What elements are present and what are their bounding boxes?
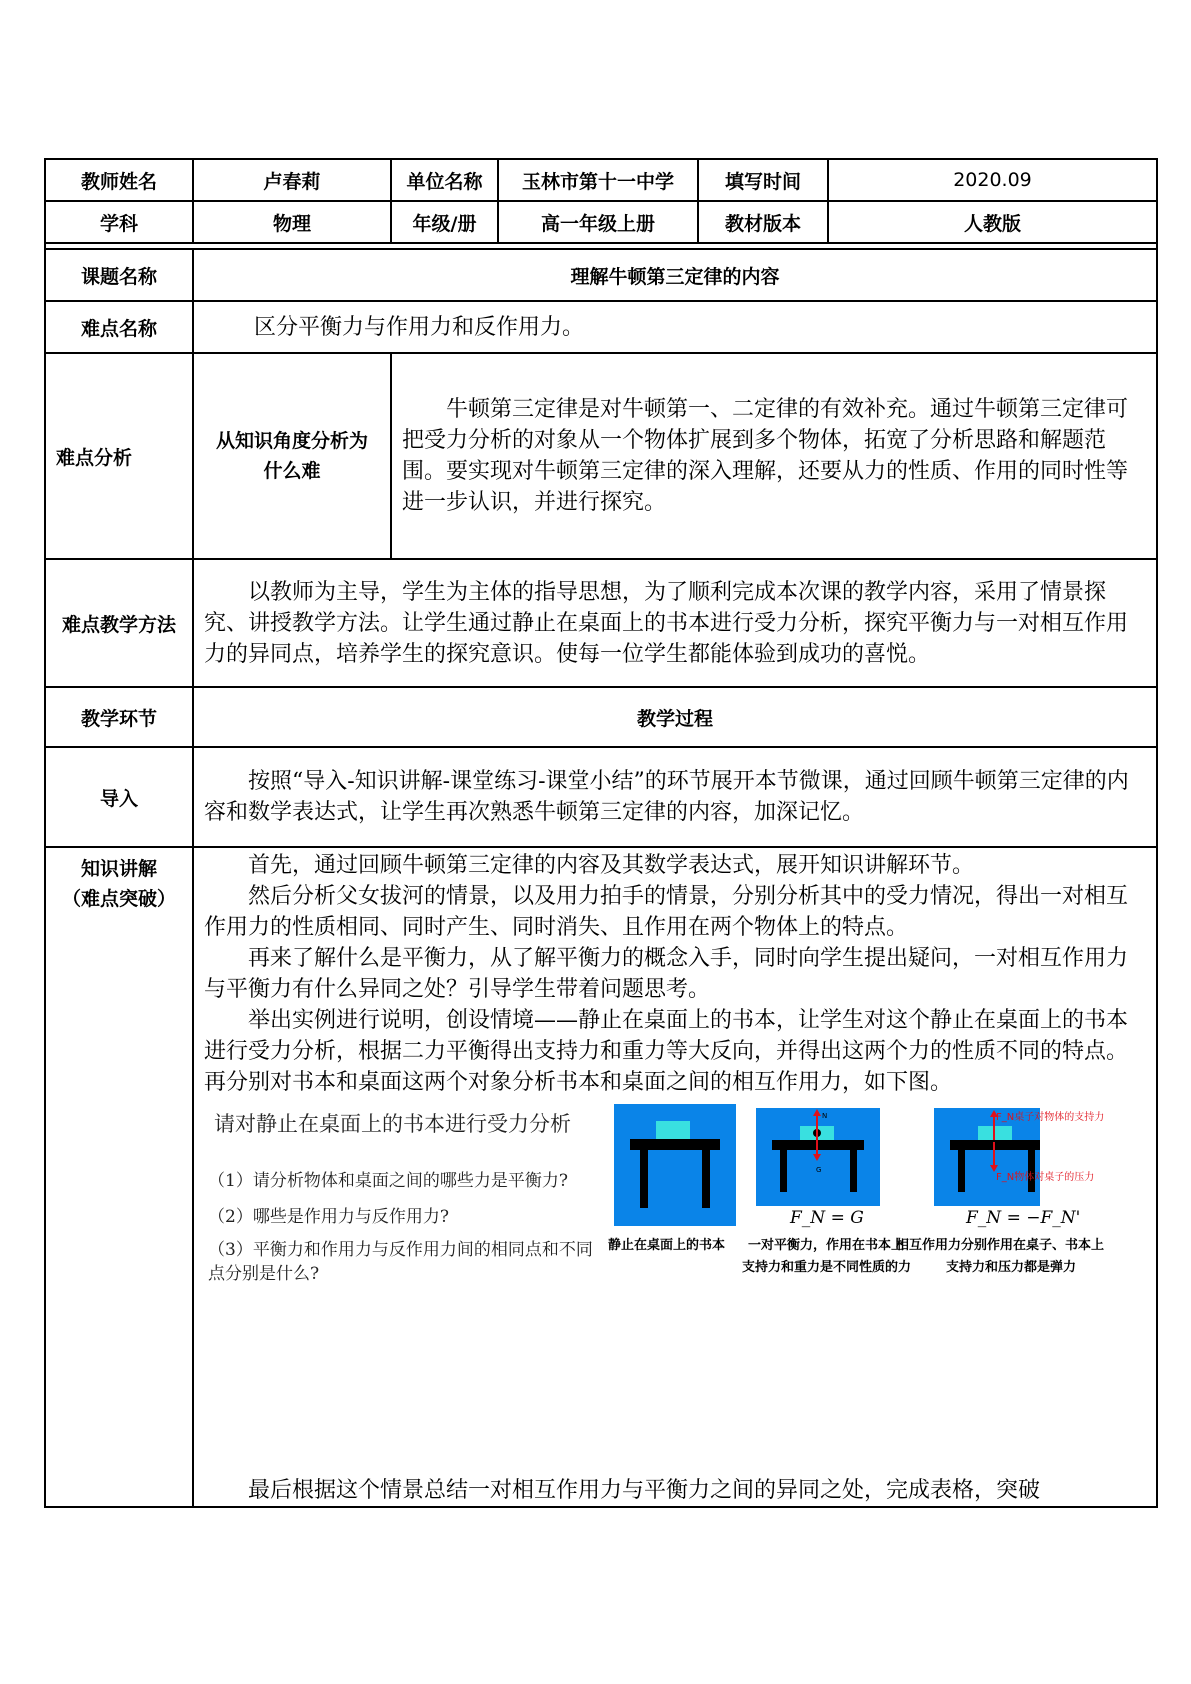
figure-question-2: （2）哪些是作用力与反作用力? (208, 1207, 449, 1227)
lecture-final-paragraph: 最后根据这个情景总结一对相互作用力与平衡力之间的异同之处，完成表格，突破 (248, 1478, 1041, 1503)
panel-static-book (614, 1104, 736, 1226)
panel-balanced-forces (756, 1108, 880, 1206)
panel1-caption: 静止在桌面上的书本 (608, 1238, 726, 1253)
process-label: 教学环节 (45, 687, 193, 747)
difficulty-label: 难点名称 (45, 301, 193, 353)
intro-text: 按照“导入-知识讲解-课堂练习-课堂小结”的环节展开本节微课，通过回顾牛顿第三定律的内容和数学表达式，让学生再次熟悉牛顿第三定律的内容，加深记忆。 (204, 769, 1129, 825)
panel3-caption-2: 支持力和压力都是弹力 (946, 1260, 1077, 1275)
intro-label: 导入 (45, 747, 193, 847)
analysis-row (45, 353, 1157, 559)
analysis-text: 牛顿第三定律是对牛顿第一、二定律的有效补充。通过牛顿第三定律可把受力分析的对象从一个物体扩展到多个物体，拓宽了分析思路和解题范围。要实现对牛顿第三定律的深入理解，还要从力的性质、作用的同时性等进一步认识，并进行探究。 (402, 397, 1129, 515)
subject-value: 物理 (193, 201, 391, 243)
lecture-content-cell (193, 847, 1157, 1507)
grade-label: 年级/册 (391, 201, 498, 243)
panel2-caption-1: 一对平衡力，作用在书本上 (748, 1238, 905, 1253)
method-label: 难点教学方法 (45, 559, 193, 687)
lecture-label-line2: （难点突破） (61, 888, 176, 910)
unit-value: 玉林市第十一中学 (498, 159, 698, 201)
panel3-caption-1: 相互作用力分别作用在桌子、书本上 (896, 1238, 1105, 1253)
method-text-cell (193, 559, 1157, 687)
figure-question-3: （3）平衡力和作用力与反作用力间的相同点和不同点分别是什么? (208, 1240, 593, 1284)
lecture-label-cell (45, 847, 193, 1507)
lecture-label-line1: 知识讲解 (80, 858, 157, 880)
process-value: 教学过程 (193, 687, 1157, 747)
topic-label: 课题名称 (45, 249, 193, 301)
lecture-paragraph-1: 首先，通过回顾牛顿第三定律的内容及其数学表达式，展开知识讲解环节。 (248, 853, 975, 878)
figure-question-1: （1）请分析物体和桌面之间的哪些力是平衡力? (208, 1171, 568, 1191)
analysis-label: 难点分析 (45, 353, 193, 559)
topic-value: 理解牛顿第三定律的内容 (193, 249, 1157, 301)
textbook-label: 教材版本 (698, 201, 828, 243)
teacher-label: 教师姓名 (45, 159, 193, 201)
analysis-sub-label: 从知识角度分析为什么难 (193, 353, 391, 559)
process-header-row (45, 687, 1157, 747)
method-text: 以教师为主导，学生为主体的指导思想，为了顺利完成本次课的教学内容，采用了情景探究、讲授教学方法。让学生通过静止在桌面上的书本进行受力分析，探究平衡力与一对相互作用力的异同点，培养学生的探究意识。使每一位学生都能体验到成功的喜悦。 (204, 579, 1129, 667)
date-label: 填写时间 (698, 159, 828, 201)
subject-label: 学科 (45, 201, 193, 243)
panel2-caption-2: 支持力和重力是不同性质的力 (742, 1260, 912, 1275)
lecture-paragraph-2: 然后分析父女拔河的情景，以及用力拍手的情景，分别分析其中的受力情况，得出一对相互作用力的性质相同、同时产生、同时消失、且作用在两个物体上的特点。 (204, 884, 1129, 940)
lesson-design-table (44, 158, 1158, 1508)
difficulty-row (45, 301, 1157, 353)
force-analysis-figure (204, 1104, 1124, 1294)
info-row-1 (45, 159, 1157, 201)
panel2-label-g: G (816, 1166, 822, 1174)
difficulty-value: 区分平衡力与作用力和反作用力。 (193, 301, 1157, 353)
grade-value: 高一年级上册 (498, 201, 698, 243)
panel3-label-bottom: F_N物体对桌子的压力 (996, 1172, 1095, 1183)
intro-text-cell (193, 747, 1157, 847)
panel2-equation: F_N = G (790, 1208, 864, 1228)
panel3-label-top: F_N桌子对物体的支持力 (996, 1112, 1105, 1123)
lecture-row (45, 847, 1157, 1507)
analysis-text-cell (391, 353, 1157, 559)
unit-label: 单位名称 (391, 159, 498, 201)
date-value: 2020.09 (828, 159, 1157, 201)
figure-question-title: 请对静止在桌面上的书本进行受力分析 (214, 1112, 571, 1136)
teacher-value: 卢春莉 (193, 159, 391, 201)
lecture-paragraph-3: 再来了解什么是平衡力，从了解平衡力的概念入手，同时向学生提出疑问，一对相互作用力与平衡力有什么异同之处？引导学生带着问题思考。 (204, 946, 1129, 1002)
topic-row (45, 249, 1157, 301)
lecture-paragraph-4: 举出实例进行说明，创设情境——静止在桌面上的书本，让学生对这个静止在桌面上的书本进行受力分析，根据二力平衡得出支持力和重力等大反向，并得出这两个力的性质不同的特点。再分别对书本和桌面这两个对象分析书本和桌面之间的相互作用力，如下图。 (204, 1008, 1129, 1095)
panel3-equation: F_N = −F_N' (966, 1208, 1081, 1228)
textbook-value: 人教版 (828, 201, 1157, 243)
intro-row (45, 747, 1157, 847)
info-row-2 (45, 201, 1157, 243)
method-row (45, 559, 1157, 687)
panel2-label-n: N (822, 1112, 828, 1120)
